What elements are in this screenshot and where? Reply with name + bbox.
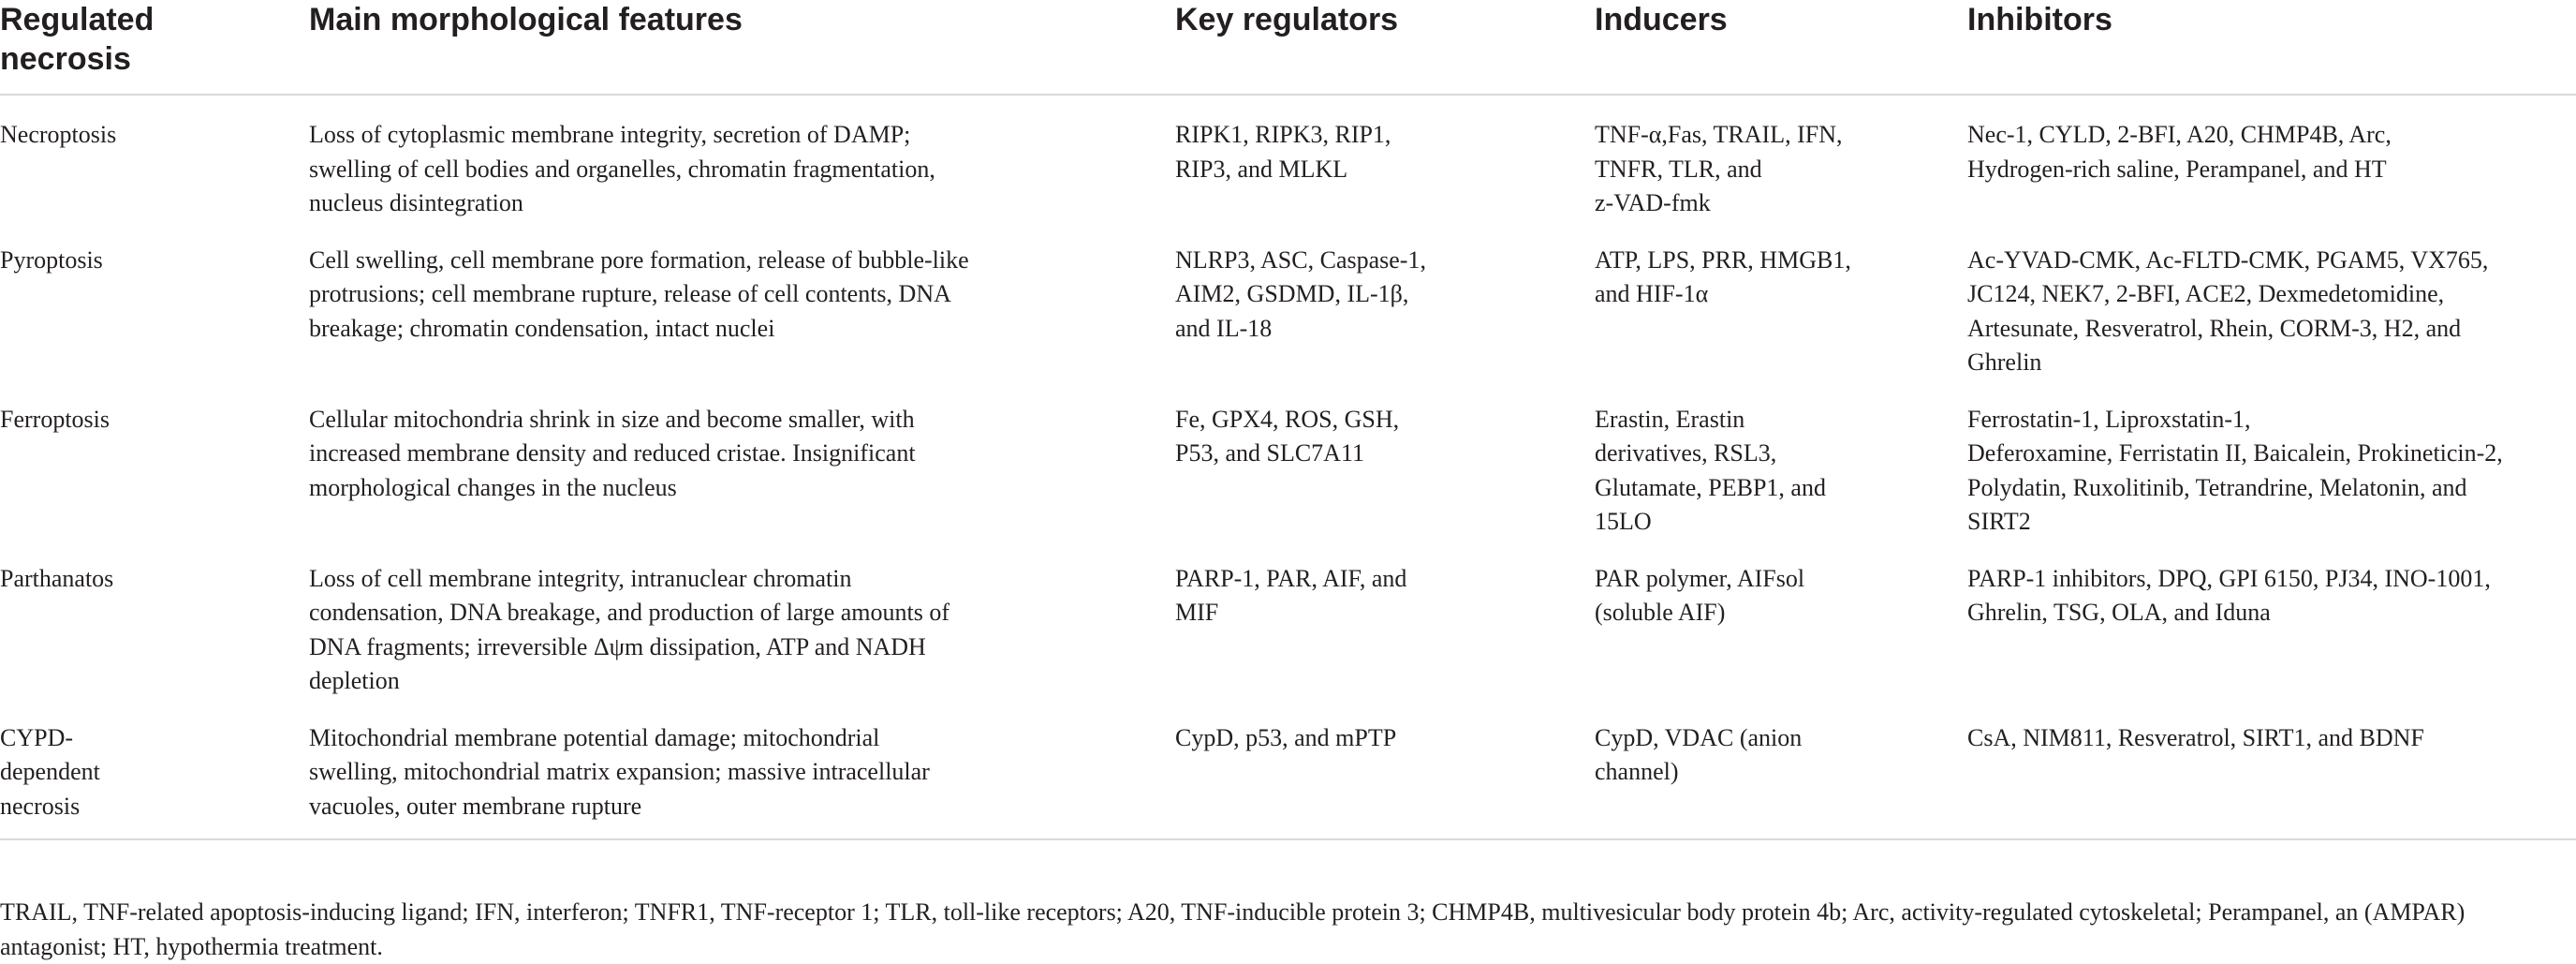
cell-key-regulators-line: MIF — [1175, 596, 1582, 630]
cell-inhibitors — [1967, 95, 2576, 221]
cell-inhibitors-line: SIRT2 — [1967, 505, 2563, 540]
cell-inducers — [1595, 221, 1967, 380]
cell-inducers-line: TNF-α,Fas, TRAIL, IFN, — [1595, 118, 1954, 153]
cell-inducers-line: 15LO — [1595, 505, 1954, 540]
cell-morphological-features — [309, 95, 1175, 221]
cell-morphological-features-line: Mitochondrial membrane potential damage; mitochondrial — [309, 721, 1162, 756]
cell-inducers-line: (soluble AIF) — [1595, 596, 1954, 630]
cell-inhibitors-line: Deferoxamine, Ferristatin II, Baicalein, Prokineticin-2, — [1967, 437, 2563, 471]
cell-inhibitors — [1967, 380, 2576, 540]
cell-morphological-features — [309, 699, 1175, 840]
header-regulated-necrosis-line2: necrosis — [0, 39, 300, 79]
cell-key-regulators-line: AIM2, GSDMD, IL-1β, — [1175, 277, 1582, 312]
cell-inhibitors-line: Ferrostatin-1, Liproxstatin-1, — [1967, 403, 2563, 438]
cell-inducers-line: CypD, VDAC (anion — [1595, 721, 1954, 756]
header-inhibitors: Inhibitors — [1967, 0, 2576, 95]
cell-key-regulators-line: PARP-1, PAR, AIF, and — [1175, 562, 1582, 597]
cell-inhibitors-line: Ghrelin — [1967, 346, 2563, 380]
cell-morphological-features — [309, 540, 1175, 699]
cell-inducers-line: Erastin, Erastin — [1595, 403, 1954, 438]
cell-inducers-line: channel) — [1595, 755, 1954, 790]
cell-necrosis-type-line: CYPD- — [0, 721, 296, 756]
cell-inhibitors — [1967, 699, 2576, 840]
cell-morphological-features-line: Cellular mitochondria shrink in size and become smaller, with — [309, 403, 1162, 438]
cell-necrosis-type — [0, 221, 309, 380]
cell-inhibitors-line: CsA, NIM811, Resveratrol, SIRT1, and BDNF — [1967, 721, 2563, 756]
cell-necrosis-type — [0, 540, 309, 699]
cell-key-regulators — [1175, 380, 1595, 540]
cell-inducers-line: and HIF-1α — [1595, 277, 1954, 312]
table-row — [0, 380, 2576, 540]
cell-inducers — [1595, 540, 1967, 699]
cell-morphological-features-line: increased membrane density and reduced cristae. Insignificant — [309, 437, 1162, 471]
cell-key-regulators-line: NLRP3, ASC, Caspase-1, — [1175, 244, 1582, 278]
cell-necrosis-type-line: Ferroptosis — [0, 403, 296, 438]
cell-inducers-line: PAR polymer, AIFsol — [1595, 562, 1954, 597]
cell-inhibitors-line: JC124, NEK7, 2-BFI, ACE2, Dexmedetomidine, — [1967, 277, 2563, 312]
header-regulated-necrosis-line1: Regulated — [0, 0, 300, 39]
cell-necrosis-type — [0, 380, 309, 540]
cell-key-regulators-line: Fe, GPX4, ROS, GSH, — [1175, 403, 1582, 438]
cell-key-regulators — [1175, 221, 1595, 380]
cell-inducers-line: TNFR, TLR, and — [1595, 153, 1954, 187]
cell-inducers — [1595, 95, 1967, 221]
table-row — [0, 540, 2576, 699]
header-row — [0, 0, 2576, 95]
cell-morphological-features-line: nucleus disintegration — [309, 186, 1162, 221]
cell-inducers — [1595, 380, 1967, 540]
cell-inhibitors-line: Ghrelin, TSG, OLA, and Iduna — [1967, 596, 2563, 630]
cell-inhibitors-line: Nec-1, CYLD, 2-BFI, A20, CHMP4B, Arc, — [1967, 118, 2563, 153]
cell-morphological-features-line: condensation, DNA breakage, and production of large amounts of — [309, 596, 1162, 630]
header-regulated-necrosis — [0, 0, 309, 95]
table-row — [0, 221, 2576, 380]
table-footnote — [0, 896, 2576, 964]
cell-inhibitors-line: Hydrogen-rich saline, Perampanel, and HT — [1967, 153, 2563, 187]
cell-inhibitors-line: Ac-YVAD-CMK, Ac-FLTD-CMK, PGAM5, VX765, — [1967, 244, 2563, 278]
cell-inhibitors-line: PARP-1 inhibitors, DPQ, GPI 6150, PJ34, INO-1001, — [1967, 562, 2563, 597]
cell-key-regulators — [1175, 95, 1595, 221]
cell-key-regulators — [1175, 699, 1595, 840]
cell-morphological-features-line: vacuoles, outer membrane rupture — [309, 790, 1162, 824]
cell-morphological-features-line: breakage; chromatin condensation, intact nuclei — [309, 312, 1162, 347]
cell-inhibitors-line: Artesunate, Resveratrol, Rhein, CORM-3, H2, and — [1967, 312, 2563, 347]
cell-inducers — [1595, 699, 1967, 840]
cell-inducers-line: z-VAD-fmk — [1595, 186, 1954, 221]
cell-inducers-line: derivatives, RSL3, — [1595, 437, 1954, 471]
cell-inhibitors-line: Polydatin, Ruxolitinib, Tetrandrine, Melatonin, and — [1967, 471, 2563, 506]
cell-morphological-features — [309, 221, 1175, 380]
cell-key-regulators-line: and IL-18 — [1175, 312, 1582, 347]
cell-key-regulators-line: RIPK1, RIPK3, RIP1, — [1175, 118, 1582, 153]
cell-necrosis-type-line: Parthanatos — [0, 562, 296, 597]
cell-inducers-line: Glutamate, PEBP1, and — [1595, 471, 1954, 506]
cell-morphological-features-line: DNA fragments; irreversible Δψm dissipation, ATP and NADH — [309, 630, 1162, 665]
cell-necrosis-type-line: necrosis — [0, 790, 296, 824]
cell-morphological-features-line: Cell swelling, cell membrane pore formation, release of bubble-like — [309, 244, 1162, 278]
cell-inhibitors — [1967, 221, 2576, 380]
cell-morphological-features — [309, 380, 1175, 540]
cell-necrosis-type — [0, 95, 309, 221]
cell-inhibitors — [1967, 540, 2576, 699]
table-header — [0, 0, 2576, 95]
cell-necrosis-type — [0, 699, 309, 840]
cell-inducers-line: ATP, LPS, PRR, HMGB1, — [1595, 244, 1954, 278]
cell-key-regulators-line: RIP3, and MLKL — [1175, 153, 1582, 187]
footnote-line2: antagonist; HT, hypothermia treatment. — [0, 930, 2576, 964]
cell-morphological-features-line: morphological changes in the nucleus — [309, 471, 1162, 506]
table-row — [0, 95, 2576, 221]
cell-necrosis-type-line: Pyroptosis — [0, 244, 296, 278]
footnote-line1: TRAIL, TNF-related apoptosis-inducing ligand; IFN, interferon; TNFR1, TNF-receptor 1; TLR, toll-like receptors; A20, TNF-inducible protein 3; CHMP4B, multivesicular body protein 4b; Arc, activity-regulated cytoskeletal; Perampanel, an (AMPAR) — [0, 896, 2576, 930]
header-inducers: Inducers — [1595, 0, 1967, 95]
header-key-regulators: Key regulators — [1175, 0, 1595, 95]
cell-necrosis-type-line: Necroptosis — [0, 118, 296, 153]
cell-key-regulators-line: CypD, p53, and mPTP — [1175, 721, 1582, 756]
cell-morphological-features-line: Loss of cytoplasmic membrane integrity, secretion of DAMP; — [309, 118, 1162, 153]
header-morphological-features: Main morphological features — [309, 0, 1175, 95]
table-body — [0, 95, 2576, 839]
cell-necrosis-type-line: dependent — [0, 755, 296, 790]
cell-morphological-features-line: protrusions; cell membrane rupture, release of cell contents, DNA — [309, 277, 1162, 312]
cell-morphological-features-line: Loss of cell membrane integrity, intranuclear chromatin — [309, 562, 1162, 597]
cell-morphological-features-line: swelling, mitochondrial matrix expansion; massive intracellular — [309, 755, 1162, 790]
cell-key-regulators — [1175, 540, 1595, 699]
cell-morphological-features-line: depletion — [309, 664, 1162, 699]
cell-key-regulators-line: P53, and SLC7A11 — [1175, 437, 1582, 471]
table-row — [0, 699, 2576, 840]
cell-morphological-features-line: swelling of cell bodies and organelles, chromatin fragmentation, — [309, 153, 1162, 187]
